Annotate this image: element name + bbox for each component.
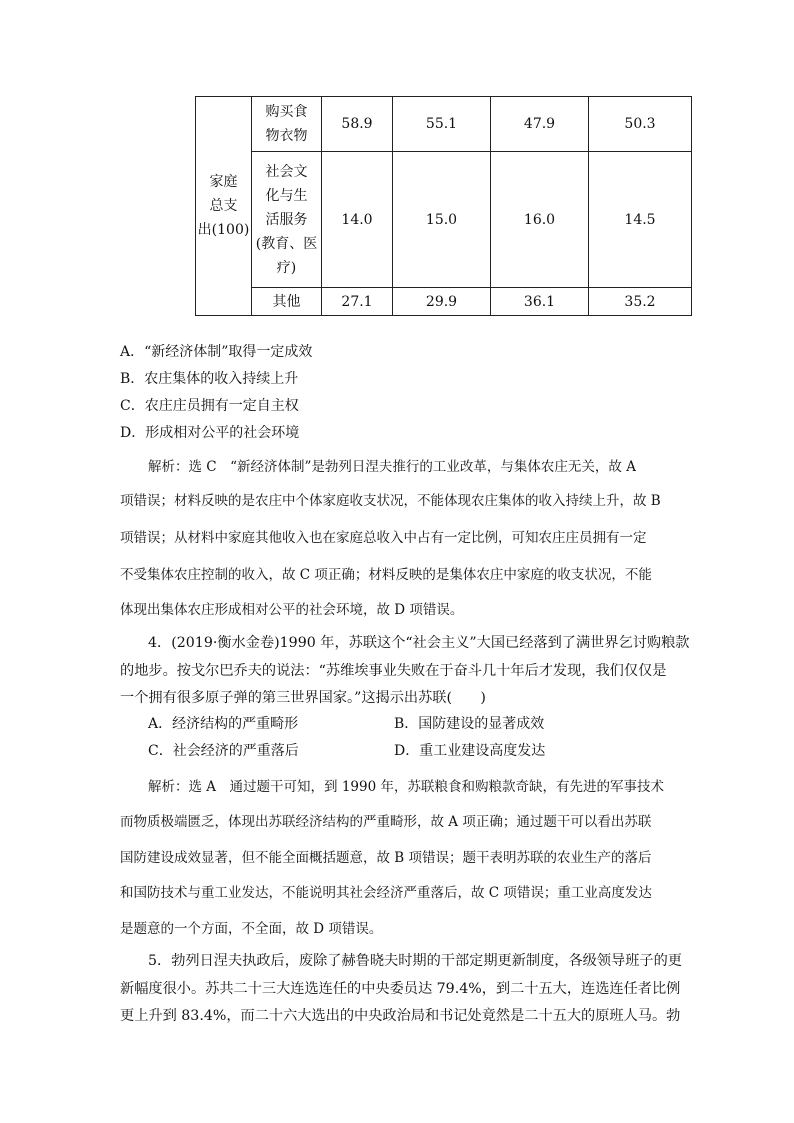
q4-stem-line: 一个拥有很多原子弹的第三世界国家。”这揭示出苏联( ) [120, 690, 486, 706]
q3-analysis-line: 体现出集体农庄形成相对公平的社会环境，故 D 项错误。 [120, 602, 464, 618]
value-cell: 58.9 [322, 97, 393, 152]
category-line: 疗) [276, 259, 297, 276]
q3-analysis-line: 项错误；从材料中家庭其他收入也在家庭总收入中占有一定比例，可知农庄庄员拥有一定 [120, 530, 647, 546]
q5-stem-line: 新幅度很小。苏共二十三大连选连任的中央委员达 79.4%，到二十五大，连选连任者比例 [120, 981, 681, 997]
q4-option-b: B．国防建设的显著成效 [394, 716, 545, 732]
value-cell: 50.3 [589, 97, 692, 152]
category-line: (教育、医 [255, 235, 318, 252]
category-line: 物衣物 [265, 128, 308, 144]
table-row [196, 288, 692, 316]
q4-option-a: A．经济结构的严重畸形 [148, 716, 299, 732]
q4-analysis-line: 而物质极端匮乏，体现出苏联经济结构的严重畸形，故 A 项正确；通过题干可以看出苏联 [120, 814, 652, 830]
q4-option-d: D．重工业建设高度发达 [394, 743, 546, 759]
q4-stem-line: 4．(2019·衡水金卷)1990 年，苏联这个“社会主义”大国已经落到了满世界乞讨购粮款 [148, 635, 690, 651]
category-cell: 其他 [252, 288, 322, 316]
q5-stem-line: 更上升到 83.4%，而二十六大选出的中央政治局和书记处竟然是二十五大的原班人马。勃 [120, 1008, 681, 1024]
value-cell: 47.9 [491, 97, 589, 152]
q3-option-d: D．形成相对公平的社会环境 [120, 425, 300, 441]
data-table [195, 96, 692, 316]
row-header-line: 总支 [209, 198, 238, 214]
value-cell: 27.1 [322, 288, 393, 316]
table-row [196, 97, 692, 152]
q4-analysis-line: 国防建设成效显著，但不能全面概括题意，故 B 项错误；题干表明苏联的农业生产的落后 [120, 850, 652, 866]
q3-analysis-line: 项错误；材料反映的是农庄中个体家庭收支状况，不能体现农庄集体的收入持续上升，故 B [120, 493, 661, 509]
q3-option-b: B．农庄集体的收入持续上升 [120, 371, 299, 387]
q4-option-c: C．社会经济的严重落后 [148, 743, 299, 759]
value-cell: 35.2 [589, 288, 692, 316]
q4-analysis-line: 和国防技术与重工业发达，不能说明其社会经济严重落后，故 C 项错误；重工业高度发达 [120, 885, 652, 901]
category-line: 社会文 [265, 163, 308, 180]
q4-stem-line: 的地步。按戈尔巴乔夫的说法：“苏维埃事业失败在于奋斗几十年后才发现，我们仅仅是 [120, 663, 667, 679]
q5-stem-line: 5．勃列日涅夫执政后，废除了赫鲁晓夫时期的干部定期更新制度，各级领导班子的更 [148, 953, 682, 969]
q3-analysis-line: 解析：选 C “新经济体制”是勃列日涅夫推行的工业改革，与集体农庄无关，故 A [148, 459, 636, 475]
category-line: 活服务 [265, 211, 308, 228]
q3-analysis-line: 不受集体农庄控制的收入，故 C 项正确；材料反映的是集体农庄中家庭的收支状况，不能 [120, 567, 652, 583]
value-cell: 14.0 [322, 152, 393, 288]
category-line: 化与生 [265, 187, 308, 204]
q3-option-c: C．农庄庄员拥有一定自主权 [120, 398, 299, 414]
q4-analysis-line: 解析：选 A 通过题干可知，到 1990 年，苏联粮食和购粮款奇缺，有先进的军事技术 [148, 779, 664, 795]
value-cell: 15.0 [393, 152, 491, 288]
row-header-cell [196, 97, 252, 316]
value-cell: 14.5 [589, 152, 692, 288]
q3-option-a: A．“新经济体制”取得一定成效 [120, 344, 313, 360]
table-row [196, 152, 692, 288]
value-cell: 16.0 [491, 152, 589, 288]
category-line: 购买食 [265, 104, 308, 120]
q4-options-row [148, 713, 544, 733]
category-cell [252, 97, 322, 152]
q4-analysis-line: 是题意的一个方面，不全面，故 D 项错误。 [120, 921, 383, 937]
row-header-line: 出(100) [197, 222, 250, 238]
value-cell: 29.9 [393, 288, 491, 316]
value-cell: 55.1 [393, 97, 491, 152]
value-cell: 36.1 [491, 288, 589, 316]
row-header-line: 家庭 [209, 174, 238, 190]
q4-options-row [148, 740, 545, 760]
category-cell [252, 152, 322, 288]
